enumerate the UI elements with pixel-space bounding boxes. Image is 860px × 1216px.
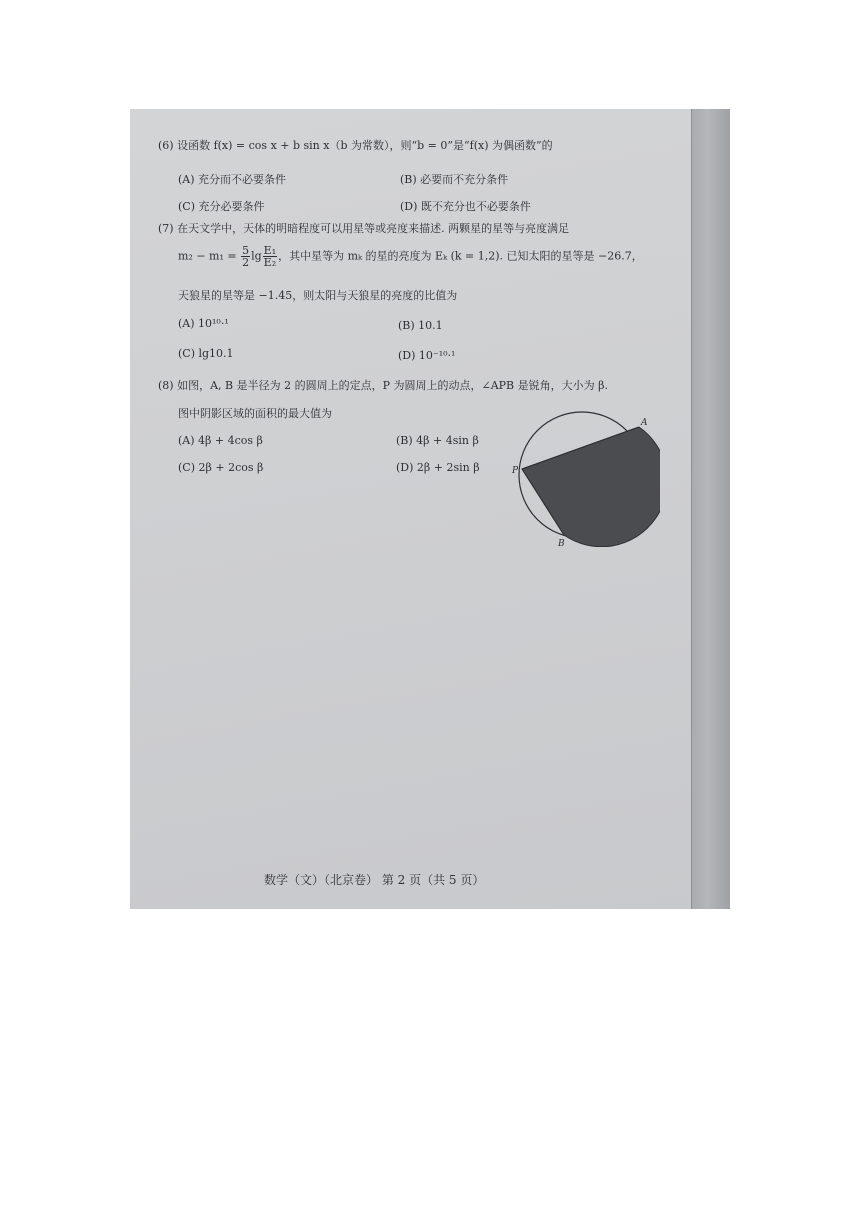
q7-option-b: (B) 10.1: [398, 319, 443, 332]
q7-stem-line1: (7) 在天文学中，天体的明暗程度可以用星等或亮度来描述. 两颗星的星等与亮度满足: [158, 222, 570, 235]
q7-frac1-num: 5: [242, 244, 250, 257]
q7-fraction-e1-e2: [263, 245, 277, 268]
q8-option-a: (A) 4β + 4cos β: [178, 434, 263, 447]
shaded-region: [522, 427, 660, 547]
q6-stem: (6) 设函数 f(x) = cos x + b sin x（b 为常数），则“b = 0”是“f(x) 为偶函数”的: [158, 139, 553, 152]
q7-option-d: (D) 10⁻¹⁰·¹: [398, 349, 456, 362]
label-b: B: [558, 539, 565, 547]
q7-option-a: (A) 10¹⁰·¹: [178, 317, 229, 330]
label-p: P: [512, 466, 519, 476]
q6-option-c: (C) 充分必要条件: [178, 200, 265, 213]
q7-formula-line: [178, 245, 643, 268]
q7-frac2-num: E₁: [263, 244, 277, 257]
q8-circle-figure: [510, 407, 660, 547]
q6-option-d: (D) 既不充分也不必要条件: [400, 200, 531, 213]
q6-option-b: (B) 必要而不充分条件: [400, 173, 509, 186]
q7-formula-rest: ，其中星等为 mₖ 的星的亮度为 Eₖ (k = 1,2). 已知太阳的星等是 −26.7，: [278, 249, 643, 263]
page-footer: 数学（文）（北京卷） 第 2 页（共 5 页）: [264, 873, 485, 887]
q7-stem-line3: 天狼星的星等是 −1.45，则太阳与天狼星的亮度的比值为: [178, 289, 458, 302]
q8-stem-line2: 图中阴影区域的面积的最大值为: [178, 407, 332, 420]
q8-option-c: (C) 2β + 2cos β: [178, 461, 264, 474]
q8-option-b: (B) 4β + 4sin β: [396, 434, 479, 447]
q7-frac2-den: E₂: [263, 256, 277, 269]
q8-stem-line1: (8) 如图，A, B 是半径为 2 的圆周上的定点，P 为圆周上的动点，∠APB 是锐角，大小为 β.: [158, 379, 608, 392]
q6-option-a: (A) 充分而不必要条件: [178, 173, 287, 186]
q7-option-c: (C) lg10.1: [178, 347, 234, 360]
photographed-exam-page: [130, 109, 730, 909]
page-edge-shadow: [691, 109, 730, 909]
q7-formula-lhs: m₂ − m₁ =: [178, 249, 241, 263]
q8-option-d: (D) 2β + 2sin β: [396, 461, 480, 474]
label-a: A: [641, 418, 648, 428]
q7-frac1-den: 2: [242, 256, 250, 269]
q7-lg: lg: [251, 249, 262, 263]
q7-fraction-5-2: [241, 245, 250, 268]
